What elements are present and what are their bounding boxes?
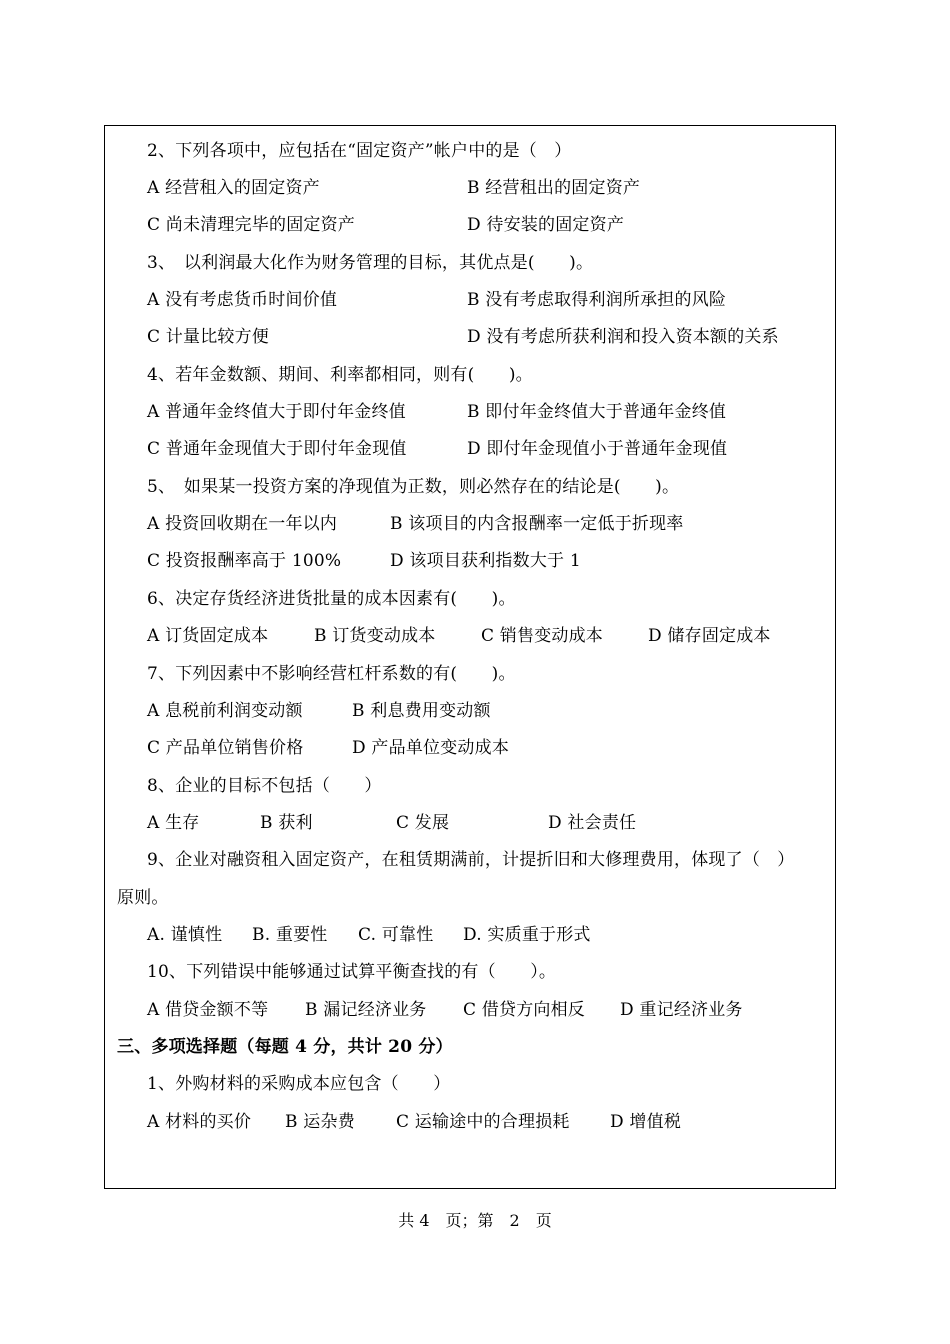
question-5-option-d: D 该项目获利指数大于 1 bbox=[390, 551, 581, 571]
question-2-option-d: D 待安装的固定资产 bbox=[467, 215, 625, 235]
question-5-option-c: C 投资报酬率高于 100% bbox=[147, 551, 342, 571]
question-6-option-d: D 储存固定成本 bbox=[648, 626, 771, 646]
question-4-option-a: A 普通年金终值大于即付年金终值 bbox=[147, 402, 406, 422]
question-6-option-b: B 订货变动成本 bbox=[314, 626, 436, 646]
question-3-option-a: A 没有考虑货币时间价值 bbox=[147, 290, 338, 310]
question-8-option-b: B 获利 bbox=[260, 813, 313, 833]
question-9-stem-line-1: 9、企业对融资租入固定资产，在租赁期满前，计提折旧和大修理费用，体现了（ ） bbox=[147, 850, 795, 870]
question-3-stem: 3、 以利润最大化作为财务管理的目标，其优点是( )。 bbox=[147, 253, 594, 273]
question-8-option-d: D 社会责任 bbox=[548, 813, 637, 833]
question-6-stem: 6、决定存货经济进货批量的成本因素有( )。 bbox=[147, 589, 516, 609]
question-7-option-c: C 产品单位销售价格 bbox=[147, 738, 304, 758]
section-3-question-1-option-b: B 运杂费 bbox=[285, 1112, 355, 1132]
question-7-stem: 7、下列因素中不影响经营杠杆系数的有( )。 bbox=[147, 664, 516, 684]
question-2-stem: 2、下列各项中，应包括在“固定资产”帐户中的是（ ） bbox=[147, 141, 572, 161]
question-10-option-a: A 借贷金额不等 bbox=[147, 1000, 269, 1020]
question-4-option-d: D 即付年金现值小于普通年金现值 bbox=[467, 439, 728, 459]
question-2-option-b: B 经营租出的固定资产 bbox=[467, 178, 641, 198]
question-4-option-b: B 即付年金终值大于普通年金终值 bbox=[467, 402, 727, 422]
question-2-option-c: C 尚未清理完毕的固定资产 bbox=[147, 215, 356, 235]
exam-page-frame bbox=[104, 125, 836, 1189]
question-4-option-c: C 普通年金现值大于即付年金现值 bbox=[147, 439, 407, 459]
question-3-option-b: B 没有考虑取得利润所承担的风险 bbox=[467, 290, 727, 310]
question-8-stem: 8、企业的目标不包括（ ） bbox=[147, 776, 382, 796]
question-8-option-a: A 生存 bbox=[147, 813, 200, 833]
question-2-option-a: A 经营租入的固定资产 bbox=[147, 178, 320, 198]
question-6-option-c: C 销售变动成本 bbox=[481, 626, 604, 646]
section-3-question-1-option-d: D 增值税 bbox=[610, 1112, 682, 1132]
question-10-option-d: D 重记经济业务 bbox=[620, 1000, 743, 1020]
question-10-stem: 10、下列错误中能够通过试算平衡查找的有（ ）。 bbox=[147, 962, 557, 982]
question-9-option-b: B. 重要性 bbox=[252, 925, 328, 945]
page-number-footer: 共 4 页；第 2 页 bbox=[398, 1211, 552, 1230]
question-7-option-a: A 息税前利润变动额 bbox=[147, 701, 303, 721]
question-9-option-a: A. 谨慎性 bbox=[147, 925, 223, 945]
section-3-question-1-option-a: A 材料的买价 bbox=[147, 1112, 252, 1132]
question-9-option-c: C. 可靠性 bbox=[358, 925, 434, 945]
question-8-option-c: C 发展 bbox=[396, 813, 450, 833]
question-3-option-c: C 计量比较方便 bbox=[147, 327, 270, 347]
question-5-option-a: A 投资回收期在一年以内 bbox=[147, 514, 338, 534]
question-6-option-a: A 订货固定成本 bbox=[147, 626, 269, 646]
section-3-title: 三、多项选择题（每题 4 分，共计 20 分） bbox=[117, 1037, 453, 1057]
question-9-option-d: D. 实质重于形式 bbox=[463, 925, 591, 945]
question-5-option-b: B 该项目的内含报酬率一定低于折现率 bbox=[390, 514, 684, 534]
section-3-question-1-option-c: C 运输途中的合理损耗 bbox=[396, 1112, 570, 1132]
section-3-question-1-stem: 1、外购材料的采购成本应包含（ ） bbox=[147, 1074, 451, 1094]
question-3-option-d: D 没有考虑所获利润和投入资本额的关系 bbox=[467, 327, 779, 347]
question-9-stem-line-2: 原则。 bbox=[117, 888, 169, 908]
question-7-option-d: D 产品单位变动成本 bbox=[352, 738, 510, 758]
question-10-option-b: B 漏记经济业务 bbox=[305, 1000, 427, 1020]
question-5-stem: 5、 如果某一投资方案的净现值为正数，则必然存在的结论是( )。 bbox=[147, 477, 680, 497]
question-10-option-c: C 借贷方向相反 bbox=[463, 1000, 586, 1020]
question-4-stem: 4、若年金数额、期间、利率都相同，则有( )。 bbox=[147, 365, 533, 385]
question-7-option-b: B 利息费用变动额 bbox=[352, 701, 491, 721]
